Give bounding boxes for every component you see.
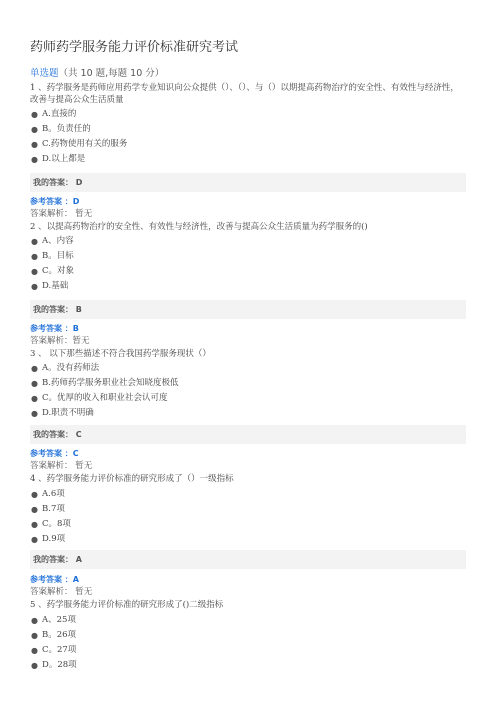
question-2-stem: 2 、以提高药物治疗的安全性、有效性与经济性，改善与提高公众生活质量为药学服务的(): [30, 222, 368, 232]
bullet-icon: ●: [31, 490, 38, 499]
question-1-stem: 1 、药学服务是药师应用药学专业知识向公众提供（）、（）、与（）以期提高药物治疗的安全性、有效性与经济性，改善与提高公众生活质量: [30, 83, 459, 105]
bullet-icon: ●: [31, 237, 38, 246]
page-title: 药师药学服务能力评价标准研究考试: [30, 40, 239, 55]
bullet-icon: ●: [31, 520, 38, 529]
question-4-reference-answer: 参考答案 ：A: [30, 575, 79, 584]
question-1-explanation: 答案解析： 暂无: [30, 209, 93, 219]
question-4-explanation: 答案解析： 暂无: [30, 587, 93, 597]
section-header: [30, 65, 164, 79]
question-5-stem: 5 、药学服务能力评价标准的研究形成了()二级指标: [30, 600, 224, 610]
question-2-reference-answer: 参考答案 ：B: [30, 324, 79, 333]
bullet-icon: ●: [31, 379, 38, 388]
bullet-icon: ●: [31, 110, 38, 119]
question-1-reference-answer: 参考答案 ：D: [30, 197, 80, 206]
bullet-icon: ●: [31, 125, 38, 134]
question-1-my-answer: 我的答案： D: [30, 173, 466, 192]
bullet-icon: ●: [31, 364, 38, 373]
section-info: （共 10 题,每题 10 分）: [58, 68, 165, 79]
bullet-icon: ●: [31, 252, 38, 261]
bullet-icon: ●: [31, 616, 38, 625]
bullet-icon: ●: [31, 409, 38, 418]
question-2-explanation: 答案解析：暂无: [30, 336, 90, 346]
bullet-icon: ●: [31, 267, 38, 276]
exam-page: 药师药学服务能力评价标准研究考试 单选题（共 10 题,每题 10 分） 1 、药学服务是药师应用药学专业知识向公众提供（）、（）、与（）以期提高药物治疗的安全性、有效性与经济性，改善与提高公众生活质量 ● A.直接的 ● B。负责任的 ● C.药物使用有关的服务 ● D.以上都是 我的答案： D 参考答案 ：D 答案解析： 暂无 2 、以提高药物治疗的安全性、有效性与经济性，改善与提高公众生活质量为药学服务的() ● A、内容 ● B。目标 ● C。对象 ● D.基础 我的答案： B 参考答案 ：B 答案解析：暂无 3 、 以下那些描述不符合我国药学服务现状（） ● A。没有药师法 ● B.药师药学服务职业社会知晓度极低 ● C。优厚的收入和职业社会认可度 ● D.职责不明确 我的答案： C 参考答案 ：C 答案解析： 暂无 4 、药学服务能力评价标准的研究形成了（）一级指标 ● A.6项 ● B.7项 ● C。8项 ● D.9项 我的答案： A 参考答案 ：A 答案解析： 暂无 5 、药学服务能力评价标准的研究形成了()二级指标 ● A、25项 ● B。26项 ● C。27项 ● D。28项: [0, 0, 496, 702]
question-2-my-answer: 我的答案： B: [30, 300, 466, 319]
bullet-icon: ●: [31, 394, 38, 403]
question-3-my-answer: 我的答案： C: [30, 425, 466, 444]
bullet-icon: ●: [31, 631, 38, 640]
bullet-icon: ●: [31, 155, 38, 164]
question-3-stem: 3 、 以下那些描述不符合我国药学服务现状（）: [30, 349, 211, 359]
bullet-icon: ●: [31, 646, 38, 655]
question-3-reference-answer: 参考答案 ：C: [30, 449, 79, 458]
bullet-icon: ●: [31, 535, 38, 544]
bullet-icon: ●: [31, 505, 38, 514]
question-4-my-answer: 我的答案： A: [30, 550, 466, 569]
question-3-explanation: 答案解析： 暂无: [30, 461, 93, 471]
bullet-icon: ●: [31, 140, 38, 149]
section-tag: 单选题: [30, 68, 59, 79]
bullet-icon: ●: [31, 661, 38, 670]
question-4-stem: 4 、药学服务能力评价标准的研究形成了（）一级指标: [30, 474, 234, 484]
bullet-icon: ●: [31, 282, 38, 291]
